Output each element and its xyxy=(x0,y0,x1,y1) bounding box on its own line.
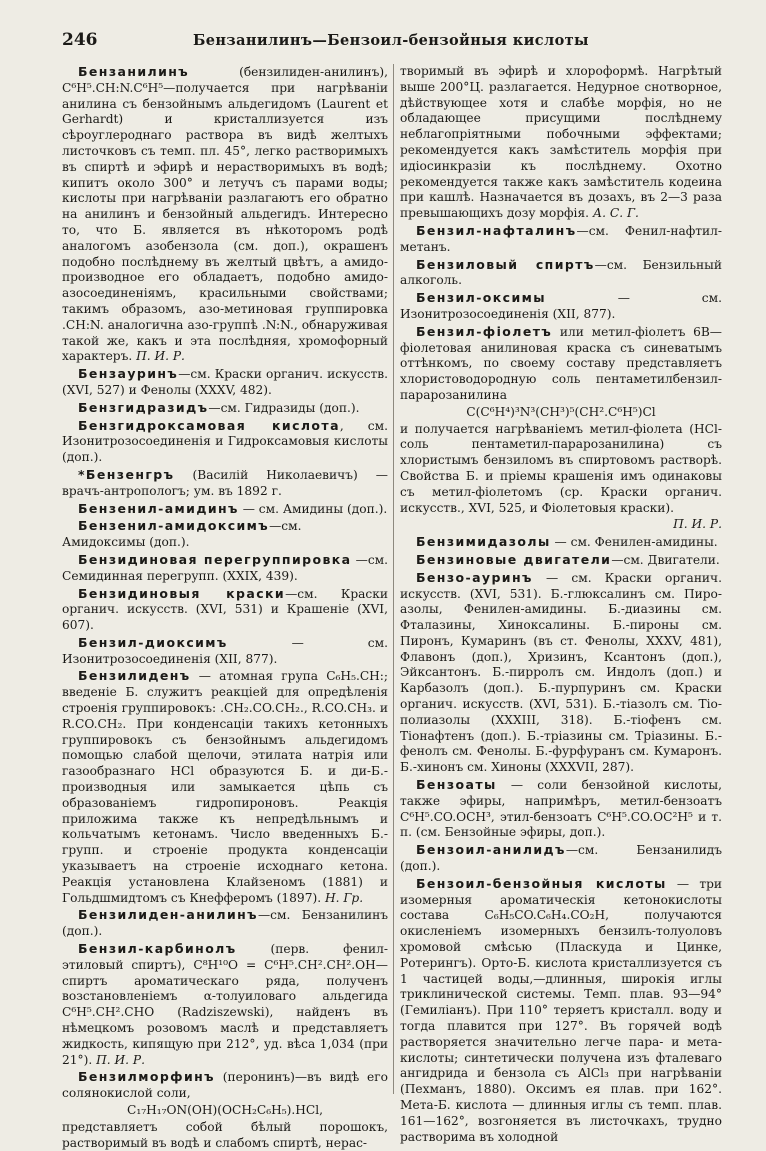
entry-headword: Бензилиденъ xyxy=(78,668,191,684)
entry-continuation xyxy=(400,64,722,222)
entry-headword: Бензенил-амидоксимъ xyxy=(78,518,270,534)
entry-headword: Бензиловый спиртъ xyxy=(416,256,595,272)
entry-headword: Бензоил-анилидъ xyxy=(416,842,566,858)
right-column xyxy=(400,64,722,1144)
entry-text: —см. Двигатели. xyxy=(611,552,720,567)
entry-signature: Н. Гр. xyxy=(324,890,364,905)
entry-continuation: представляетъ собой бѣлый порошокъ, растворимый въ водѣ и слабомъ спиртѣ, нерас- xyxy=(62,1119,388,1150)
entry-headword: Бензил-карбинолъ xyxy=(78,941,237,957)
entry-text: или метил-фіолетъ 6B—фіолетовая анилиновая краска съ синеватымъ оттѣнкомъ, по своему составу представляетъ хлористоводородную соль пентаметилбензил-парарозанилина xyxy=(400,324,722,402)
entry-text: (Василій Николаевичъ) — врачъ-антропологъ; ум. въ 1892 г. xyxy=(62,467,388,498)
entry xyxy=(62,586,388,634)
entry-text: —см. Краски органич. искусств. (XVI, 531) и Крашеніе (XVI, 607). xyxy=(62,586,389,633)
entry xyxy=(62,418,388,466)
entry-text: — три изомерныя ароматическія кетонокислоты состава C₆H₅CO.C₆H₄.CO₂H, получаются окисленіемъ изомерныхъ бензилъ-толуоловъ хромовой смѣсью (Пласкуда и Цинке, Ротерингъ). Орто-Б. кислота кристаллизуется съ 1 частицей воды,—длинныя, широкія иглы триклинической системы. Темп. плав. 93—94° (Гемиліанъ). При 110° теряетъ кристалл. воду и тогда плавится при 127°. Въ горячей водѣ растворяется значительно легче пара- и мета-кислоты; синтетически получена изъ фталеваго ангидрида и бензола съ AlCl₃ при нагрѣваніи (Пехманъ, 1880). Оксимъ ея плав. при 162°. Мета-Б. кислота — длинныя иглы съ темп. плав. 161—162°, возгоняется въ листочкахъ, трудно растворима въ холодной xyxy=(400,876,722,1144)
entry-headword: Бензилиден-анилинъ xyxy=(78,907,258,923)
entry-text: —см. Семидинная перегрупп. (XXIX, 439). xyxy=(62,552,388,583)
entry-headword: Бензенил-амидинъ xyxy=(78,500,239,516)
entry-text: — см. Фенилен-амидины. xyxy=(550,535,718,550)
entry-headword: Бензил-фіолетъ xyxy=(416,323,553,339)
entry-text: (перв. фенил-этиловый спиртъ), C⁸H¹⁰O = C⁶H⁵.CH².CH².OH—спиртъ ароматическаго ряда, полученъ возстановленіемъ α-толуиловаго альдегида C⁶H⁵.CH².CHO (Radziszewski), найденъ въ нѣмецкомъ розовомъ маслѣ и представляетъ жидкость, кипящую при 212°, уд. вѣса 1,034 (при 21°). xyxy=(62,942,388,1067)
entry-headword: Бензидиновыя краски xyxy=(78,585,286,601)
entry xyxy=(400,223,722,256)
entry xyxy=(62,518,388,551)
entry-text: —см. Фенил-нафтил-метанъ. xyxy=(400,223,722,254)
page-number: 246 xyxy=(62,30,98,50)
entry xyxy=(400,570,722,776)
entry-text: — см. Изонитрозосоединенія (XII, 877). xyxy=(62,635,388,666)
entry-text: —см. Бензанилинъ (доп.). xyxy=(62,908,388,939)
entry xyxy=(400,534,722,551)
entry-text: творимый въ эфирѣ и хлороформѣ. Нагрѣтый выше 200°Ц. разлагается. Недурное снотворное, дѣйствующее хотя и слабѣе морфія, но не обладающее присущими послѣднему неблагопріятными побочными эффектами; рекомендуется какъ замѣститель морфія при идіосинкразіи къ послѣднему. Охотно рекомендуется также какъ замѣститель кодеина при кашлѣ. Назначается въ дозахъ, въ 2—3 раза превышающихъ дозу морфія. xyxy=(400,64,722,221)
entry xyxy=(62,668,388,906)
left-column xyxy=(62,64,389,1150)
entry xyxy=(400,324,722,404)
entry-text: —см. Бензанилидъ (доп.). xyxy=(400,843,722,874)
entry xyxy=(62,907,388,940)
entry-signature: А. С. Г. xyxy=(592,206,639,221)
entry-headword: Бензауринъ xyxy=(78,366,179,382)
entry-text: — атомная група C₆H₅.CH:; введеніе Б. служитъ реакціей для опредѣленія строенія группировокъ: .CH₂.CO.CH₂., R.CO.CH₃. и R.CO.CH₂. При конденсаціи такихъ кетонныхъ группировокъ съ бензойнымъ альдегидомъ помощью слабой щелочи, этилата натрія или газообразнаго HCl образуются Б. и ди-Б.-производныя или замыкается цѣпь съ образованіемъ гидропироновъ. Реакція приложима также къ непредѣльнымъ и кольчатымъ кетонамъ. Число введенныхъ Б.-групп. и строеніе продукта конденсаціи указываетъ на строеніе исходнаго кетона. Реакція установлена Клайзеномъ (1881) и Гольдшмидтомъ съ Кнефферомъ (1897). xyxy=(62,669,388,905)
entry xyxy=(62,366,388,399)
page-header xyxy=(62,30,720,54)
entry-headword: Бензанилинъ xyxy=(78,64,190,79)
chemical-formula: C₁₇H₁₇ON(OH)(OCH₂C₆H₅).HCl, xyxy=(127,1103,323,1117)
entry-signature: П. И. Р. xyxy=(136,349,185,364)
entry-headword: Бензоаты xyxy=(416,777,497,793)
entry-text: — см. Краски органич. искусств. (XVI, 531). Б.-глюксалинъ см. Пиро-азолы, Фенилен-амидины. Б.-диазины см. Фталазины, Хиноксалины. Б.-пироны см. Пиронъ, Кумаринъ (въ ст. Фенолы, XXXV, 481), Флавонъ (доп.), Хризинъ, Ксантонъ (доп.), Эйксантонъ. Б.-пирролъ см. Индолъ (доп.) и Карбазолъ (доп.). Б.-пурпуринъ см. Краски органич. искусств. (XVI, 531). Б.-тіазолъ см. Тіо-полиазолы (XXXIII, 318). Б.-тіофенъ см. Тіонафтенъ (доп.). Б.-тріазины см. Тріазины. Б.-фенолъ см. Фенолы. Б.-фурфуранъ см. Кумаронъ. Б.-хинонъ см. Хиноны (XXXVII, 287). xyxy=(400,570,722,775)
entry-headword: Бензилморфинъ xyxy=(78,1069,215,1085)
entry-headword: Бензиновые двигатели xyxy=(416,551,612,567)
entry-headword: Бензгидроксамовая кислота xyxy=(78,417,340,433)
entry xyxy=(62,64,388,365)
entry-text: , см. Изонитрозосоединенія и Гидроксамовыя кислоты (доп.). xyxy=(62,418,388,465)
entry xyxy=(400,552,722,569)
entry-signature: П. И. Р. xyxy=(673,517,722,532)
entry-text: —см. Бензильный алкоголь. xyxy=(400,257,722,288)
entry xyxy=(400,290,722,323)
entry-headword: Бензил-оксимы xyxy=(416,290,546,306)
entry xyxy=(62,400,388,417)
entry-text: (перонинъ)—въ видѣ его солянокислой соли, xyxy=(62,1070,388,1101)
entry-text: — см. Амидины (доп.). xyxy=(238,501,388,516)
entry xyxy=(62,635,388,668)
chemical-formula: C(C⁶H⁴)³N³(CH³)⁵(CH².C⁶H⁵)Cl xyxy=(466,404,656,419)
entry-continuation: и получается нагрѣваніемъ метил-фіолета (HCl-соль пентаметил-парарозанилина) съ хлористымъ бензиломъ въ спиртовомъ растворѣ. Свойства Б. и пріемы крашенія имъ одинаковы съ метил-фіолетомъ (ср. Краски органич. искусств., XVI, 525, и Фіолетовыя краски). xyxy=(400,421,722,515)
entry xyxy=(400,777,722,841)
entry-text: —см. Амидоксимы (доп.). xyxy=(62,519,302,550)
column-divider xyxy=(393,64,394,1094)
entry xyxy=(400,257,722,290)
entry xyxy=(62,941,388,1068)
running-title: Бензанилинъ—Бензоил-бензойныя кислоты xyxy=(193,32,589,49)
entry-headword: Бензимидазолы xyxy=(416,534,551,550)
entry xyxy=(62,467,388,500)
entry-headword: Бензгидразидъ xyxy=(78,399,209,415)
entry xyxy=(62,1069,388,1102)
entry-signature: П. И. Р. xyxy=(96,1052,145,1067)
entry-headword: Бензидиновая перегруппировка xyxy=(78,551,352,567)
entry xyxy=(62,552,388,585)
entry-headword: Бензил-диоксимъ xyxy=(78,634,228,650)
entry xyxy=(62,501,388,518)
entry-headword: Бензо-ауринъ xyxy=(416,569,533,585)
entry-headword: Бензоил-бензойныя кислоты xyxy=(416,875,667,891)
entry-text: —см. Гидразиды (доп.). xyxy=(208,400,360,415)
entry xyxy=(400,842,722,875)
entry-text: — см. Изонитрозосоединенія (XII, 877). xyxy=(400,291,722,321)
entry-text: —см. Краски органич. искусств. (XVI, 527) и Фенолы (XXXV, 482). xyxy=(62,367,388,397)
entry-headword: *Бензенгръ xyxy=(78,466,175,482)
entry-headword: Бензил-нафталинъ xyxy=(416,222,577,238)
entry xyxy=(400,876,722,1146)
entry-text: (бензилиден-анилинъ), C⁶H⁵.CH:N.C⁶H⁵—получается при нагрѣваніи анилина съ бензойнымъ альдегидомъ (Laurent et Gerhardt) и кристаллизуется изъ сѣроуглероднаго раствора въ видѣ желтыхъ листочковъ съ темп. пл. 45°, легко растворимыхъ въ спиртѣ и эфирѣ и нерастворимыхъ въ водѣ; кипитъ около 300° и летучъ съ парами воды; кислоты при нагрѣваніи разлагаютъ его обратно на анилинъ и бензойный альдегидъ. Интересно то, что Б. является въ нѣкоторомъ родѣ аналогомъ азобензола (см. доп.), окрашенъ подобно послѣднему въ желтый цвѣтъ, а амидо-производное его обладаетъ, подобно амидо-азосоединеніямъ, красильными свойствами; такимъ образомъ, азо-метиновая группировка .CH:N. аналогична азо-группѣ .N:N., обнаруживая такой же, какъ и эта послѣдняя, хромофорный характеръ. xyxy=(62,65,388,364)
entry-text: — соли бензойной кислоты, также эфиры, напримѣръ, метил-бензоатъ C⁶H⁵.CO.OCH³, этил-бензоатъ C⁶H⁵.CO.OC²H⁵ и т. п. (см. Бензойные эфиры, доп.). xyxy=(400,778,722,840)
